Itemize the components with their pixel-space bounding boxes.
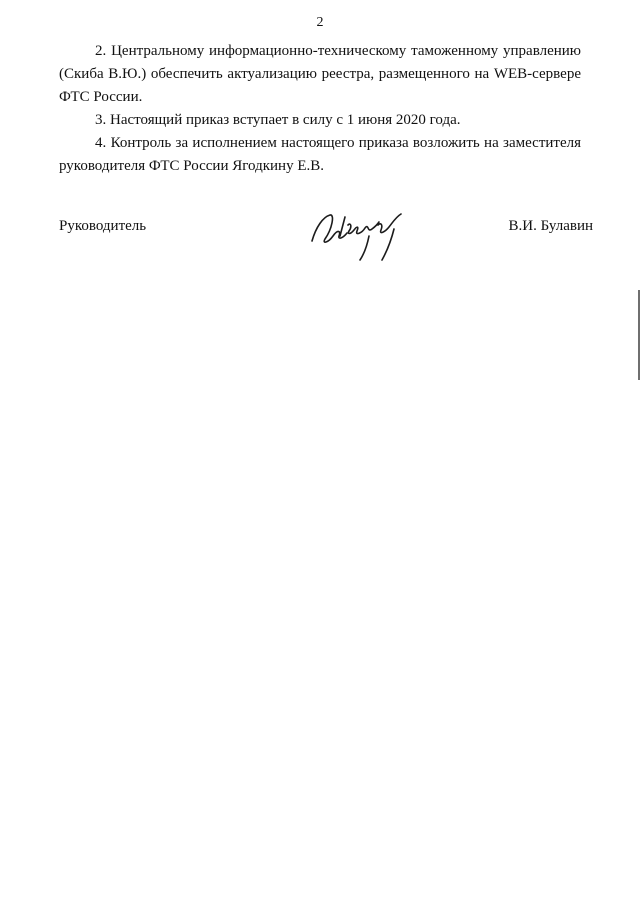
page-number: 2 [316, 15, 324, 30]
signature-block [59, 205, 593, 265]
paragraph-4: 4. Контроль за исполнением настоящего приказа возложить на заместителя руководителя ФТС России Ягодкину Е.В. [59, 135, 581, 174]
signer-role: Руководитель [59, 218, 147, 234]
paragraph-2: 2. Центральному информационно-техническому таможенному управлению (Скиба В.Ю.) обеспечить актуализацию реестра, размещенного на WEB-сервере ФТС России. [59, 43, 581, 105]
paragraph-3: 3. Настоящий приказ вступает в силу с 1 июня 2020 года. [95, 112, 461, 128]
signer-name: В.И. Булавин [508, 218, 593, 234]
signature-icon [305, 205, 415, 263]
document-body [59, 40, 581, 178]
